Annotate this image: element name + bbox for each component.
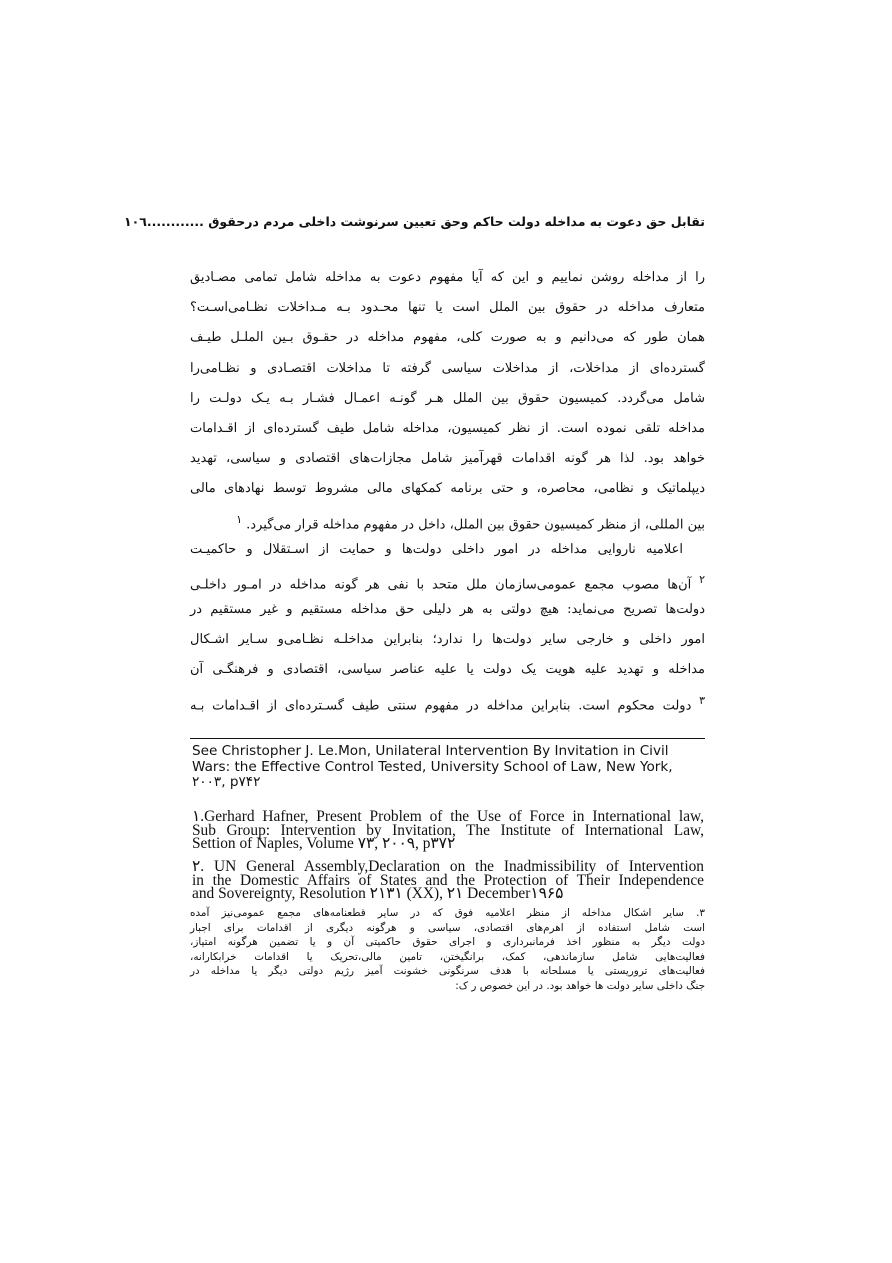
footnote-marker-2: ۲ bbox=[699, 572, 705, 586]
footnote-line: ۲۰۰۳, p۷۴۲ bbox=[192, 774, 261, 790]
footnote-line: دولت دیگر به منظور اخذ فرمانبرداری و اجرای حقوق حاکمیتی آن و یا تضمین هرگونه امتیاز، bbox=[190, 936, 705, 949]
body-line: گسترده‌ای از مداخلات، از مداخلات سیاسی گرفته تا مداخلات اقتصـادی و نظـامی‌را bbox=[190, 360, 705, 376]
body-text bbox=[190, 263, 705, 716]
footnote-divider bbox=[190, 738, 705, 739]
footnote-line: ۱.Gerhard Hafner, Present Problem of the Use of Force in International law, bbox=[192, 808, 704, 825]
body-line: متعارف مداخله در حقوق بین الملل است یا تنها محـدود بـه مـداخلات نظـامی‌اسـت؟ bbox=[190, 300, 705, 316]
body-line: را از مداخله روشن نماییم و این که آیا مفهوم دعوت به مداخله شامل تمامی مصـادیق bbox=[190, 270, 705, 285]
body-line bbox=[190, 686, 705, 716]
body-line: دیپلماتیک و نظامی، محاصره، و حتی برنامه کمکهای مالی مشروط توسط نهادهای مالی bbox=[190, 481, 705, 497]
footnote-line: فعالیت‌های تروریستی یا مسلحانه با هدف سرنگونی خشونت آمیز رژیم دولتی دیگر یا مداخله در bbox=[190, 965, 705, 978]
footnote-line: Wars: the Effective Control Tested, University School of Law, New York, bbox=[192, 758, 673, 775]
body-line-text: بین المللی، از منظر کمیسیون حقوق بین الملل، داخل در مفهوم مداخله قرار می‌گیرد. bbox=[246, 516, 705, 532]
footnote-line: ۳. سایر اشکال مداخله از منظر اعلامیه فوق که در سایر قطعنامه‌های مجمع عمومی‌نیز آمده bbox=[190, 907, 705, 919]
body-line-text: دولت محکوم است. بنابراین مداخله در مفهوم سنتی طیف گسـترده‌ای از اقـدامات بـه bbox=[190, 697, 692, 713]
body-line-with-footnote bbox=[190, 505, 705, 535]
footnote-line: See Christopher J. Le.Mon, Unilateral Intervention By Invitation in Civil bbox=[192, 743, 669, 759]
footnote-line: است شامل استفاده از اهرم‌های اقتصادی، سیاسی و هرگونه دیگری از اقدامات برای اجبار bbox=[190, 921, 705, 934]
body-line: همان طور که می‌دانیم و به صورت کلی، مفهوم مداخله در حقـوق بـین الملـل طیـف bbox=[190, 330, 705, 346]
footnote-3 bbox=[190, 906, 705, 994]
body-line: امور داخلی و خارجی سایر دولت‌ها را ندارد؛ بنابراین مداخلـه نظـامی‌و سـایر اشـکال bbox=[190, 632, 705, 648]
body-line-text: آن‌ها مصوب مجمع عمومی‌سازمان ملل متحد با نفی هر گونه مداخله در امـور داخلـی bbox=[190, 577, 692, 593]
body-line-paragraph-start: اعلامیه ناروایی مداخله در امور داخلی دولت‌ها و حمایت از اسـتقلال و حاکمیـت bbox=[190, 541, 683, 557]
body-line bbox=[190, 565, 705, 595]
footnote-line: Sub Group: Intervention by Invitation, The Institute of International Law, bbox=[192, 821, 704, 839]
body-line: دولت‌ها تصریح می‌نماید: هیچ دولتی به هر دلیلی حق مداخله مستقیم و غیر مستقیم در bbox=[190, 602, 705, 618]
footnote-line: Settion of Naples, Volume ۷۳, ۲۰۰۹, p۳۷۲ bbox=[192, 835, 456, 853]
footnote-marker-1: ۱ bbox=[236, 512, 243, 526]
footnote-line: and Sovereignty, Resolution ۲۱۳۱ (XX), ۲۱ December۱۹۶۵ bbox=[192, 885, 564, 903]
body-line: مداخله تلقی نموده است. از نظر کمیسیون، مداخله شامل طیف گسترده‌ای از اقـدامات bbox=[190, 420, 705, 436]
body-line: خواهد بود. لذا هر گونه اقدامات قهرآمیز شامل مجازات‌های اقتصادی و سیاسی، تهدید bbox=[190, 451, 705, 467]
running-header: تقابل حق دعوت به مداخله دولت حاکم وحق تعیین سرنوشت داخلی مردم درحقوق ............۱۰٦ bbox=[124, 214, 705, 229]
footnote-line: فعالیت‌هایی شامل سازماندهی، کمک، برانگیختن، تامین مالی،تحریک یا اقدامات خرابکارانه، bbox=[190, 950, 705, 963]
body-line: مداخله و تهدید علیه هویت یک دولت یا علیه عناصر سیاسی، اقتصادی و فرهنگـی آن bbox=[190, 662, 705, 678]
footnote-1 bbox=[192, 810, 704, 851]
footnote-line: ۲. UN General Assembly,Declaration on the Inadmissibility of Intervention bbox=[192, 858, 704, 875]
footnote-2 bbox=[192, 860, 704, 901]
body-line: شامل می‌گردد. کمیسیون حقوق بین الملل هـر گونـه اعمـال فشـار بـه یـک دولـت را bbox=[190, 390, 705, 406]
footnote-line: جنگ داخلی سایر دولت ها خواهد بود. در این خصوص ر ک: bbox=[455, 979, 705, 992]
footnote-reference bbox=[192, 744, 704, 791]
footnote-marker-3: ۳ bbox=[699, 693, 705, 707]
footnote-line: in the Domestic Affairs of States and the Protection of Their Independence bbox=[192, 871, 704, 889]
